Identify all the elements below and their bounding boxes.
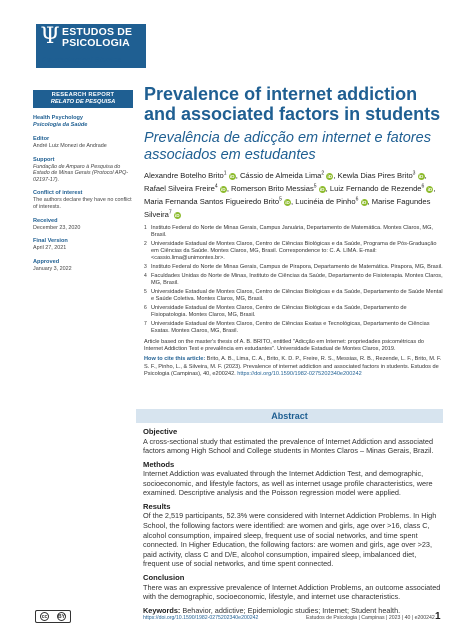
author-list bbox=[144, 168, 444, 221]
final-version-info bbox=[33, 238, 133, 252]
cc-icon: cc bbox=[41, 614, 48, 620]
methods-text: Internet Addiction was evaluated through the Internet Addiction Test, and demographic, socioeconomic, and lifestyle factors, as well as internet usage profile characteristics, were examined. Descriptive analysis and the Poisson regression model were applied. bbox=[143, 469, 433, 498]
abstract-body bbox=[143, 427, 441, 615]
author-affiliation-number: 3 bbox=[412, 170, 416, 176]
approved-label: Approved bbox=[33, 258, 60, 265]
article-title: Prevalence of internet addiction and associated factors in students bbox=[144, 84, 441, 124]
article-title-pt: Prevalência de adicção em internet e fatores associados em estudantes bbox=[144, 130, 431, 163]
final-date: April 27, 2021 bbox=[33, 245, 67, 252]
orcid-icon[interactable]: iD bbox=[229, 173, 235, 179]
results-text: Of the 2,519 participants, 52.3% were considered with Internet Addiction Problems. In High School, the following factors were identified: are women and girls, age over >16, class C, alcohol consumption, impaired sleep, frequent use of social networks, and time spent connected. In Higher Education, the following factors: are women and girls, age over >23, paid activity, class C and D/E, alcohol consumption, impaired sleep, imbalanced diet, frequent use of social networks, and time spent connected. bbox=[143, 511, 437, 569]
keywords bbox=[143, 606, 441, 616]
affiliation-number: 2 bbox=[144, 240, 147, 247]
keywords-label: Keywords: bbox=[143, 605, 181, 615]
orcid-icon[interactable]: iD bbox=[319, 186, 325, 192]
support-info bbox=[33, 157, 133, 184]
affiliation-number: 1 bbox=[144, 224, 147, 231]
author: Alexandre Botelho Brito$^1$ iD, bbox=[144, 170, 240, 180]
affiliation-text: Universidade Estadual de Montes Claros, Centro de Ciências Biológicas e da Saúde, Departamento de Saúde Mental e Saúde Coletiva. Montes Claros, MG, Brasil. bbox=[151, 288, 443, 302]
author-name: Lucinéia de Pinho bbox=[295, 196, 356, 206]
approved-date: January 3, 2022 bbox=[33, 265, 72, 272]
affiliation-number: 3 bbox=[144, 263, 147, 270]
sidebar bbox=[33, 90, 133, 272]
article-type-en: RESEARCH REPORT bbox=[51, 92, 115, 98]
affiliation-item bbox=[144, 273, 444, 287]
author-affiliation-number: 5 bbox=[313, 183, 317, 190]
author-affiliation-number: 1 bbox=[223, 170, 227, 176]
citation-head: How to cite this article: bbox=[144, 356, 206, 363]
author-name: Kewla Dias Pires Brito bbox=[337, 170, 413, 180]
affiliation-item bbox=[144, 321, 444, 335]
section-head: Health Psychology bbox=[33, 115, 84, 121]
logo-line2: PSICOLOGIA bbox=[62, 37, 130, 49]
author: Luiz Fernando de Rezende$^6$ iD, bbox=[329, 183, 436, 193]
received-info bbox=[33, 218, 133, 232]
author-name: Romerson Brito Messias bbox=[231, 183, 314, 193]
page-number: 1 bbox=[435, 611, 441, 622]
affiliation-item bbox=[144, 241, 444, 263]
conclusion-text: There was an expressive prevalence of Internet Addiction Problems, an outcome associated with the demographic, socioeconomic, lifestyle, and internet use characteristics. bbox=[143, 582, 441, 602]
logo-wordmark bbox=[62, 27, 132, 49]
conclusion-head: Conclusion bbox=[143, 573, 185, 583]
received-date: December 23, 2020 bbox=[33, 224, 81, 231]
received-label: Received bbox=[33, 217, 58, 224]
section-sub: Psicologia da Saúde bbox=[33, 122, 88, 128]
author-name: Cássio de Almeida Lima bbox=[239, 170, 322, 180]
affiliation-text: Instituto Federal do Norte de Minas Gerais, Campus Januária, Departamento de Matemática. Montes Claros, MG, Brasil. bbox=[151, 224, 433, 238]
affiliation-item bbox=[144, 289, 444, 303]
author-affiliation-number: 5 bbox=[279, 196, 282, 203]
article-type-pt: RELATO DE PESQUISA bbox=[50, 99, 116, 105]
affiliation-item bbox=[144, 225, 444, 239]
orcid-icon[interactable]: iD bbox=[175, 212, 180, 218]
affiliation-text: Faculdades Unidas do Norte de Minas, Instituto de Ciências da Saúde, Departamento de Fisioterapia. Montes Claros, MG, Brasil. bbox=[151, 272, 443, 286]
affiliation-number: 6 bbox=[144, 304, 147, 311]
orcid-icon[interactable]: iD bbox=[361, 199, 367, 205]
keywords-text: Behavior, addictive; Epidemiologic studies; Internet; Student health. bbox=[182, 605, 401, 615]
conflict-text: The authors declare they have no conflict of interests. bbox=[33, 197, 132, 210]
author-name: Maria Fernanda Santos Figueiredo Brito bbox=[144, 196, 280, 206]
author: Maria Fernanda Santos Figueiredo Brito$^5$ iD, bbox=[144, 196, 296, 206]
section-info bbox=[33, 115, 133, 129]
results-head: Results bbox=[143, 501, 171, 511]
footer-doi-link[interactable]: https://doi.org/10.1590/1982-0275202340e200242 bbox=[143, 615, 259, 621]
footer-journal-info: Estudos de Psicologia | Campinas | 2023 | 40 | e200242 bbox=[306, 615, 435, 621]
author-affiliation-number: 6 bbox=[355, 196, 359, 203]
approved-info bbox=[33, 259, 133, 273]
author-name: Luiz Fernando de Rezende bbox=[329, 183, 422, 193]
author: Kewla Dias Pires Brito$^3$ iD, bbox=[337, 170, 427, 180]
orcid-icon[interactable]: iD bbox=[418, 173, 424, 179]
orcid-icon[interactable]: iD bbox=[327, 173, 333, 179]
cc-license-badge[interactable] bbox=[35, 610, 71, 623]
orcid-icon[interactable]: iD bbox=[427, 186, 433, 192]
editor-label: Editor bbox=[33, 136, 50, 142]
author-name: Alexandre Botelho Brito bbox=[144, 170, 224, 180]
affiliation-text: Universidade Estadual de Montes Claros, Centro de Ciências Biológicas e da Saúde, Departamento de Fisiopatologia. Montes Claros, MG, Brasil. bbox=[151, 304, 407, 318]
thesis-note: Article based on the master's thesis of A. B. BRITO, entitled "Adicção em Internet: propriedades psicométricas do Internet Addiction Test e prevalência em estudantes". Universidade Estadual de Montes Claros, 2019. bbox=[144, 338, 424, 353]
abstract-title: Abstract bbox=[271, 411, 308, 421]
editor-info bbox=[33, 136, 133, 150]
affiliation-number: 7 bbox=[144, 320, 147, 327]
affiliation-text: Universidade Estadual de Montes Claros, Centro de Ciências Exatas e Tecnológicas, Departamento de Ciências Exatas. Montes Claros, MG, Brasil. bbox=[151, 320, 430, 334]
author-affiliation-number: 6 bbox=[421, 183, 425, 190]
logo-line1: ESTUDOS DE bbox=[62, 26, 133, 38]
conflict-label: Conflict of interest bbox=[33, 190, 83, 197]
affiliation-text: Universidade Estadual de Montes Claros, Centro de Ciências Biológicas e da Saúde, Programa de Pós-Graduação em Ciências da Saúde. Montes Claros, MG, Brasil. Correspondence to: C. A. LIMA. E-mail: <cassio.lima@unimontes.br>. bbox=[151, 240, 437, 261]
author-affiliation-number: 2 bbox=[321, 170, 325, 176]
affiliation-item bbox=[144, 264, 444, 271]
citation-text: Brito, A. B., Lima, C. A., Brito, K. D. P., Freire, R. S., Messias, R. B., Rezende, L. F., Brito, M. F. S. F., Pinho, L., & Silveira, M. F. (2023). Prevalence of internet addiction and associated factors in students. Estudos de Psicologia (Campinas), 40, e200242. bbox=[144, 356, 442, 377]
affiliation-list bbox=[144, 225, 444, 335]
objective-text: A cross-sectional study that estimated the prevalence of Internet Addiction and associated factors among High School and College students in Montes Claros – Minas Gerais, Brazil. bbox=[143, 436, 434, 456]
methods-head: Methods bbox=[143, 459, 175, 469]
conflict-info bbox=[33, 190, 133, 210]
support-text: Fundação de Amparo à Pesquisa do Estado de Minas Gerais (Protocol APQ-02197-17). bbox=[33, 163, 129, 183]
psi-logo-icon: Ψ bbox=[40, 24, 60, 49]
author: Lucinéia de Pinho$^6$ iD, bbox=[295, 196, 372, 206]
orcid-icon[interactable]: iD bbox=[285, 199, 290, 205]
affiliation-item bbox=[144, 305, 444, 319]
final-label: Final Version bbox=[33, 238, 68, 245]
citation-doi-link[interactable]: https://doi.org/10.1590/1982-0275202340e200242 bbox=[237, 370, 362, 377]
affiliation-text: Instituto Federal do Norte de Minas Gerais, Campus de Pirapora, Departamento de Matemática. Pirapora, MG, Brasil. bbox=[151, 263, 443, 270]
author-affiliation-number: 4 bbox=[214, 183, 218, 190]
author: Cássio de Almeida Lima$^2$ iD, bbox=[239, 170, 338, 180]
orcid-icon[interactable]: iD bbox=[221, 186, 226, 192]
author-affiliation-number: 7 bbox=[168, 209, 172, 216]
logo-subtitle: Psychological Studies bbox=[42, 55, 122, 64]
support-label: Support bbox=[33, 156, 55, 163]
author: Rafael Silveira Freire$^4$ iD, bbox=[144, 183, 232, 193]
editor-name: André Luiz Monezi de Andrade bbox=[33, 143, 107, 149]
citation-block bbox=[144, 356, 444, 378]
author-name: Marise Fagundes Silveira bbox=[144, 196, 431, 219]
affiliation-number: 4 bbox=[144, 272, 147, 279]
author: Romerson Brito Messias$^5$ iD, bbox=[231, 183, 330, 193]
article-type-badge bbox=[33, 90, 133, 108]
author-name: Rafael Silveira Freire bbox=[144, 183, 215, 193]
objective-head: Objective bbox=[143, 427, 178, 436]
cc-by-icon: BY bbox=[58, 614, 65, 620]
affiliation-number: 5 bbox=[144, 288, 147, 295]
article-header bbox=[144, 84, 444, 378]
